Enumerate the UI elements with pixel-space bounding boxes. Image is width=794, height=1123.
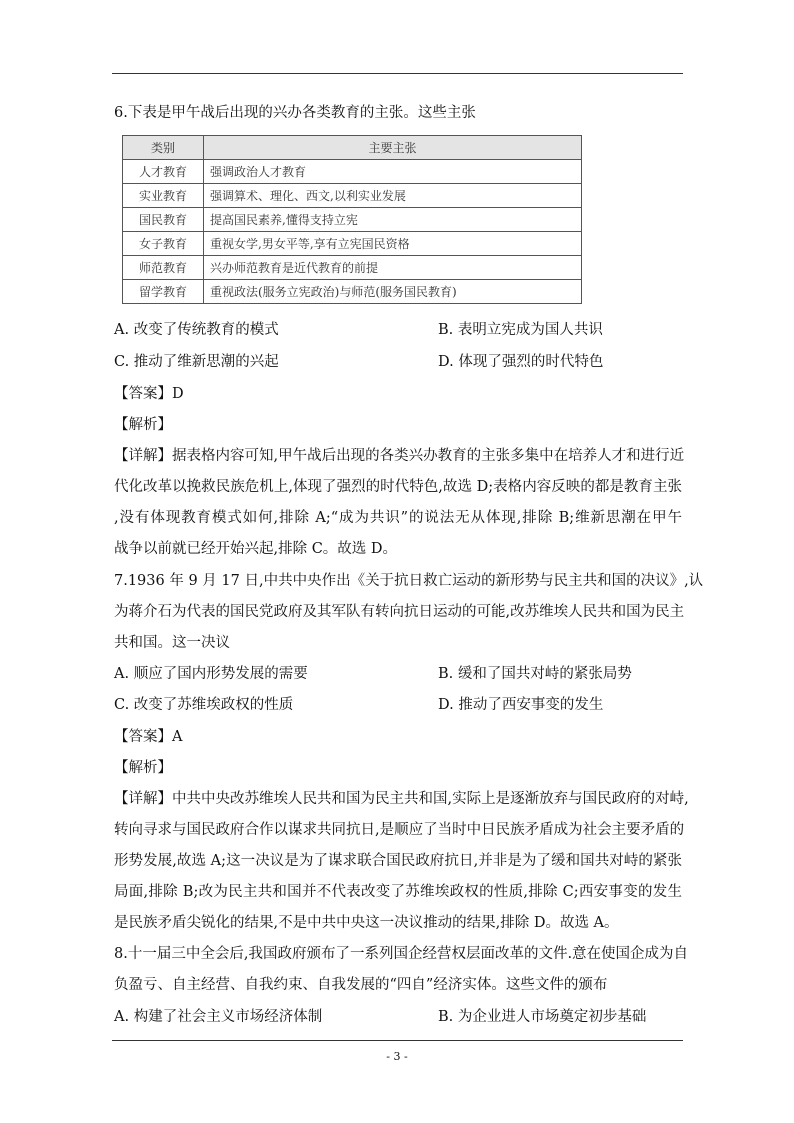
q6-answer: 【答案】D — [114, 386, 184, 402]
q6-detail-line: ,没有体现教育模式如何,排除 A;“成为共识”的说法无从体现,排除 B;维新思潮在甲午 — [114, 510, 682, 526]
table-cell-claim: 兴办师范教育是近代教育的前提 — [204, 256, 582, 280]
table-row — [123, 256, 582, 280]
q7-option-b: B. 缓和了国共对峙的紧张局势 — [438, 666, 632, 682]
table-cell-claim: 重视政法(服务立宪政治)与师范(服务国民教育) — [204, 280, 582, 304]
q7-answer: 【答案】A — [114, 729, 183, 745]
q7-option-d: D. 推动了西安事变的发生 — [438, 697, 604, 713]
q6-detail-line: 战争以前就已经开始兴起,排除 C。故选 D。 — [114, 541, 398, 557]
q6-detail-line: 代化改革以挽救民族危机上,体现了强烈的时代特色,故选 D;表格内容反映的都是教育主张 — [114, 479, 682, 495]
table-cell-claim: 强调政治人才教育 — [204, 160, 582, 184]
table-cell-claim: 重视女学,男女平等,享有立宪国民资格 — [204, 232, 582, 256]
q7-option-a: A. 顺应了国内形势发展的需要 — [114, 666, 308, 682]
q8-stem-line: 8.十一届三中全会后,我国政府颁布了一系列国企经营权层面改革的文件.意在使国企成为自 — [114, 946, 689, 962]
q7-detail-line: 局面,排除 B;改为民主共和国并不代表改变了苏维埃政权的性质,排除 C;西安事变的发生 — [114, 884, 682, 900]
table-row — [123, 280, 582, 304]
table-header-category: 类别 — [123, 136, 204, 160]
table-cell-category: 留学教育 — [123, 280, 204, 304]
table-row — [123, 232, 582, 256]
table-cell-category: 女子教育 — [123, 232, 204, 256]
q8-option-b: B. 为企业进人市场奠定初步基础 — [438, 1009, 647, 1025]
q6-detail-line: 【详解】据表格内容可知,甲午战后出现的各类兴办教育的主张多集中在培养人才和进行近 — [114, 448, 685, 464]
q7-stem-line: 共和国。这一决议 — [114, 635, 230, 651]
table-cell-category: 国民教育 — [123, 208, 204, 232]
q6-option-d: D. 体现了强烈的时代特色 — [438, 354, 604, 370]
q7-detail-line: 【详解】中共中央改苏维埃人民共和国为民主共和国,实际上是逐渐放弃与国民政府的对峙, — [114, 791, 689, 807]
q8-stem-line: 负盈亏、自主经营、自我约束、自我发展的“四自”经济实体。这些文件的颁布 — [114, 977, 608, 993]
q7-analysis-label: 【解析】 — [114, 760, 172, 776]
q8-option-a: A. 构建了社会主义市场经济体制 — [114, 1009, 323, 1025]
q7-detail-line: 形势发展,故选 A;这一决议是为了谋求联合国民政府抗日,并非是为了缓和国共对峙的紧张 — [114, 853, 682, 869]
footer-rule — [112, 1040, 683, 1041]
education-table — [122, 135, 582, 304]
q7-detail-line: 是民族矛盾尖锐化的结果,不是中共中央这一决议推动的结果,排除 D。故选 A。 — [114, 915, 619, 931]
table-cell-category: 人才教育 — [123, 160, 204, 184]
table-row — [123, 160, 582, 184]
q6-stem: 6.下表是甲午战后出现的兴办各类教育的主张。这些主张 — [114, 105, 476, 121]
table-cell-claim: 提高国民素养,懂得支持立宪 — [204, 208, 582, 232]
q7-stem-line: 为蒋介石为代表的国民党政府及其军队有转向抗日运动的可能,改苏维埃人民共和国为民主 — [114, 604, 685, 620]
table-cell-claim: 强调算术、理化、西文,以利实业发展 — [204, 184, 582, 208]
q7-option-c: C. 改变了苏维埃政权的性质 — [114, 697, 294, 713]
q7-stem-line: 7.1936 年 9 月 17 日,中共中央作出《关于抗日救亡运动的新形势与民主共和国的决议》,认 — [114, 573, 704, 589]
table-row — [123, 208, 582, 232]
page-number: - 3 - — [386, 1050, 408, 1063]
table-header-claims: 主要主张 — [204, 136, 582, 160]
q6-option-b: B. 表明立宪成为国人共识 — [438, 322, 603, 338]
table-header-row — [123, 136, 582, 160]
q6-option-c: C. 推动了维新思潮的兴起 — [114, 354, 279, 370]
table-cell-category: 实业教育 — [123, 184, 204, 208]
table-row — [123, 184, 582, 208]
q6-analysis-label: 【解析】 — [114, 417, 172, 433]
table-cell-category: 师范教育 — [123, 256, 204, 280]
q7-detail-line: 转向寻求与国民政府合作以谋求共同抗日,是顺应了当时中日民族矛盾成为社会主要矛盾的 — [114, 822, 685, 838]
header-rule — [112, 73, 683, 74]
q6-option-a: A. 改变了传统教育的模式 — [114, 322, 279, 338]
